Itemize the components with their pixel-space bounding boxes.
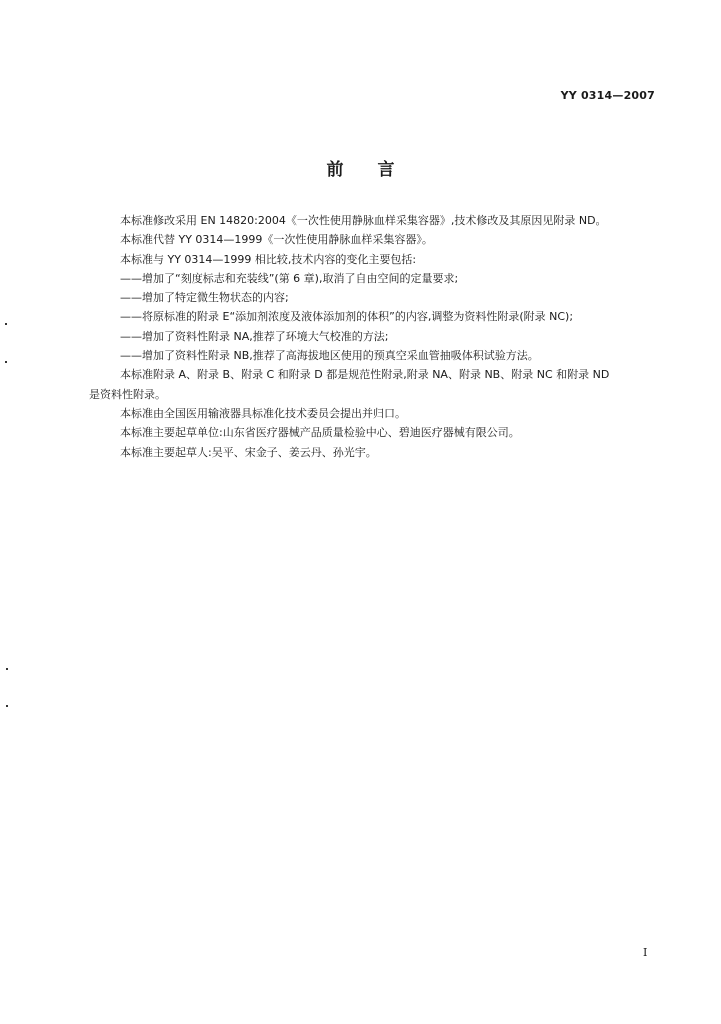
paragraph-annexes: [89, 365, 657, 404]
change-item: ——增加了特定微生物状态的内容;: [120, 291, 289, 305]
paragraph-replacement: 本标准代替 YY 0314—1999《一次性使用静脉血样采集容器》。: [120, 233, 433, 247]
paragraph-drafters: 本标准主要起草人:吴平、宋金子、姜云丹、孙光宇。: [120, 445, 377, 459]
change-item: ——增加了资料性附录 NA,推荐了环境大气校准的方法;: [120, 329, 389, 343]
paragraph-changes-intro: 本标准与 YY 0314—1999 相比较,技术内容的变化主要包括:: [120, 252, 417, 266]
annex-line-1: 本标准附录 A、附录 B、附录 C 和附录 D 都是规范性附录,附录 NA、附录 NB、附录 NC 和附录 ND: [120, 368, 610, 382]
change-item: ——将原标准的附录 E“添加剂浓度及液体添加剂的体积”的内容,调整为资料性附录(附录 NC);: [120, 310, 574, 324]
paragraph-drafting-units: 本标准主要起草单位:山东省医疗器械产品质量检验中心、碧迪医疗器械有限公司。: [120, 426, 520, 440]
scan-speck: [5, 323, 7, 325]
standard-code-header: YY 0314—2007: [560, 89, 655, 102]
scan-speck: [6, 705, 8, 707]
paragraph-adoption: 本标准修改采用 EN 14820:2004《一次性使用静脉血样采集容器》,技术修改及其原因见附录 ND。: [120, 214, 607, 227]
page-number: I: [643, 946, 648, 959]
foreword-body: [89, 211, 657, 462]
change-item: ——增加了“刻度标志和充装线”(第 6 章),取消了自由空间的定量要求;: [120, 271, 459, 285]
change-item: ——增加了资料性附录 NB,推荐了高海拔地区使用的预真空采血管抽吸体积试验方法。: [120, 349, 539, 363]
scan-speck: [5, 361, 7, 363]
scan-speck: [6, 668, 8, 670]
annex-line-2: 是资料性附录。: [89, 387, 166, 401]
page-title: 前言: [326, 160, 429, 180]
paragraph-proposer: 本标准由全国医用输液器具标准化技术委员会提出并归口。: [120, 406, 406, 420]
